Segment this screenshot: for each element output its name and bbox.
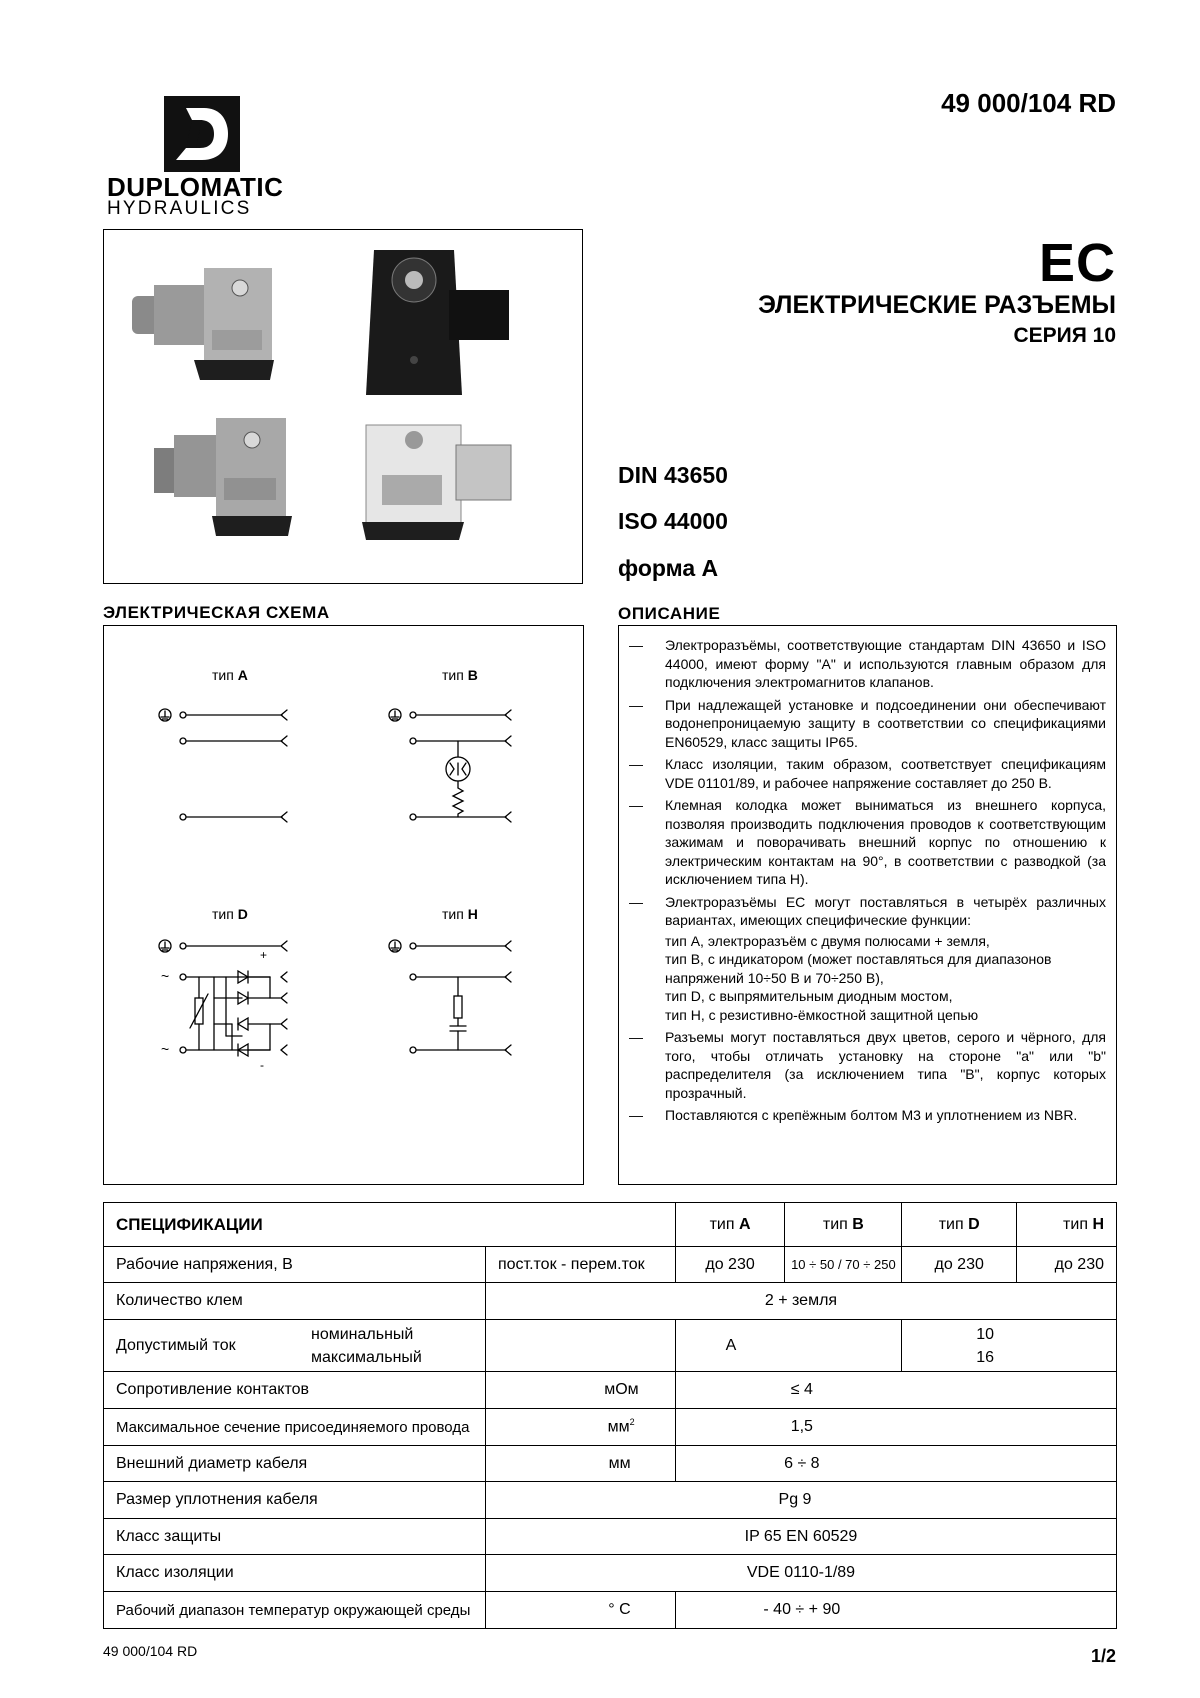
- table-row: [104, 1555, 1117, 1592]
- row-label: Количество клем: [104, 1283, 486, 1320]
- variant-line: тип В, с индикатором (может поставляться для диапазонов напряжений 10÷50 В и 70÷250 В),: [665, 951, 1052, 986]
- cell-value: 6 ÷ 8: [675, 1446, 1116, 1482]
- cell-value: 10 ÷ 50 / 70 ÷ 250: [785, 1247, 902, 1283]
- grey-connector-photo-2: [154, 418, 292, 536]
- row-unit-current: А: [675, 1320, 902, 1372]
- cell-value: - 40 ÷ + 90: [675, 1592, 1116, 1629]
- variant-line: тип D, с выпрямительным диодным мостом,: [665, 988, 953, 1004]
- type-a-diagram: [159, 709, 287, 822]
- description-item: — Электроразъёмы ЕС могут поставляться в четырёх различных вариантах, имеющих специфические функции:: [629, 893, 1106, 928]
- row-label: Максимальное сечение присоединяемого провода: [104, 1409, 486, 1446]
- connector-photos: [104, 230, 583, 584]
- description-item: — Электроразъёмы, соответствующие стандартам DIN 43650 и ISO 44000, имеют форму "А" и используются главным образом для подключения электромагнитов клапанов.: [629, 637, 1106, 690]
- type-b-label: тип B: [442, 667, 478, 683]
- specs-heading: СПЕЦИФИКАЦИИ: [104, 1203, 676, 1247]
- product-title: ЭЛЕКТРИЧЕСКИЕ РАЗЪЕМЫ: [758, 291, 1116, 319]
- variant-line: тип Н, с резистивно-ёмкостной защитной цепью: [665, 1006, 979, 1023]
- description-item: — Разъемы могут поставляться двух цветов, серого и чёрного, для того, чтобы отличать установку на стороне "а" или "b" распределителя (за исключением типа "В", корпус которых прозрачный.: [629, 1029, 1106, 1101]
- table-row: [104, 1482, 1117, 1519]
- type-b-diagram: [389, 709, 511, 822]
- type-h-label: тип H: [442, 906, 478, 922]
- table-row: [104, 1446, 1117, 1482]
- row-unit: пост.ток - перем.ток: [485, 1247, 675, 1283]
- cell-value-current: 10 16: [902, 1320, 1117, 1372]
- cell-value: ≤ 4: [675, 1372, 1116, 1409]
- ac-symbol-2: ~: [161, 1041, 170, 1057]
- row-label: Класс защиты: [104, 1519, 486, 1555]
- cell-value: Pg 9: [485, 1482, 1116, 1519]
- table-row: [104, 1247, 1117, 1283]
- product-code: EC: [1038, 233, 1116, 293]
- black-connector-photo: [366, 250, 509, 395]
- row-unit: мОм: [485, 1372, 675, 1409]
- table-row: [104, 1592, 1117, 1629]
- cell-value: 2 + земля: [485, 1283, 1116, 1320]
- row-unit: мм: [485, 1446, 675, 1482]
- document-number: 49 000/104 RD: [941, 88, 1116, 118]
- row-label: Размер уплотнения кабеля: [104, 1482, 486, 1519]
- description-item: — При надлежащей установке и подсоединении они обеспечивают водонепроницаемую защиту в соответствии со спецификациями EN60529, класс защиты IP65.: [629, 696, 1106, 750]
- cell-value: VDE 0110-1/89: [485, 1555, 1116, 1592]
- cell-value: до 230: [675, 1247, 785, 1283]
- minus-sign: -: [260, 1058, 264, 1072]
- product-photo: [103, 229, 583, 584]
- row-label: Рабочий диапазон температур окружающей среды: [104, 1592, 486, 1629]
- row-label-current: Допустимый ток номинальный максимальный: [104, 1320, 486, 1372]
- col-type-h: тип H: [1017, 1203, 1117, 1247]
- type-d-diagram: [159, 940, 287, 1056]
- type-d-label: тип D: [212, 906, 248, 922]
- cell-value: до 230: [1017, 1247, 1117, 1283]
- wiring-diagrams: [104, 626, 585, 1186]
- variant-line: тип А, электроразъём с двумя полюсами + земля,: [665, 932, 990, 949]
- standard-iso: ISO 44000: [618, 508, 728, 534]
- table-row: [104, 1409, 1117, 1446]
- page-number: 1/2: [1090, 1646, 1116, 1666]
- standard-form: форма А: [618, 555, 719, 581]
- type-h-diagram: [389, 940, 511, 1055]
- cell-value: до 230: [902, 1247, 1017, 1283]
- transparent-connector-photo: [362, 425, 511, 540]
- row-unit: $мм^2$: [485, 1409, 675, 1446]
- table-row: [104, 1519, 1117, 1555]
- col-type-b: тип B: [785, 1203, 902, 1247]
- col-type-d: тип D: [902, 1203, 1017, 1247]
- description-item: — Класс изоляции, таким образом, соответствует спецификациям VDE 01101/89, и рабочее напряжение составляет до 250 В.: [629, 756, 1106, 791]
- standard-din: DIN 43650: [618, 462, 728, 488]
- cell-value: IP 65 EN 60529: [485, 1519, 1116, 1555]
- footer-document-number: 49 000/104 RD: [103, 1643, 198, 1659]
- duplomatic-logo-icon: [164, 96, 240, 172]
- row-label: Рабочие напряжения, В: [104, 1247, 486, 1283]
- table-row: [104, 1320, 1117, 1372]
- row-label: Внешний диаметр кабеля: [104, 1446, 486, 1482]
- brand-subtitle: HYDRAULICS: [107, 198, 252, 219]
- cell-value: 1,5: [675, 1409, 1116, 1446]
- table-header-row: [104, 1203, 1117, 1247]
- description-item: — Клемная колодка может выниматься из внешнего корпуса, позволяя производить подключения проводов к соответствующим зажимам и поворачивать внешний корпус по отношению к электрическим контактам на 90°, в соответствии с разводкой (за исключением типа Н).: [629, 797, 1106, 887]
- row-unit: ° С: [485, 1592, 675, 1629]
- product-series: СЕРИЯ 10: [1013, 324, 1116, 347]
- table-row: [104, 1283, 1117, 1320]
- grey-connector-photo: [132, 268, 274, 380]
- type-a-label: тип A: [212, 667, 248, 683]
- wiring-diagram-panel: [103, 625, 584, 1185]
- col-type-a: тип A: [675, 1203, 785, 1247]
- description-item: — Поставляются с крепёжным болтом М3 и уплотнением из NBR.: [629, 1107, 1078, 1123]
- row-unit: [485, 1320, 675, 1372]
- row-label: Сопротивление контактов: [104, 1372, 486, 1409]
- row-label: Класс изоляции: [104, 1555, 486, 1592]
- ac-symbol-1: ~: [161, 968, 170, 984]
- plus-sign: +: [260, 948, 268, 962]
- schema-heading: ЭЛЕКТРИЧЕСКАЯ СХЕМА: [103, 603, 330, 622]
- description-panel: [618, 625, 1117, 1185]
- description-heading: ОПИСАНИЕ: [618, 604, 721, 623]
- specifications-table: [103, 1202, 1117, 1629]
- table-row: [104, 1372, 1117, 1409]
- brand-name: DUPLOMATIC: [107, 172, 284, 202]
